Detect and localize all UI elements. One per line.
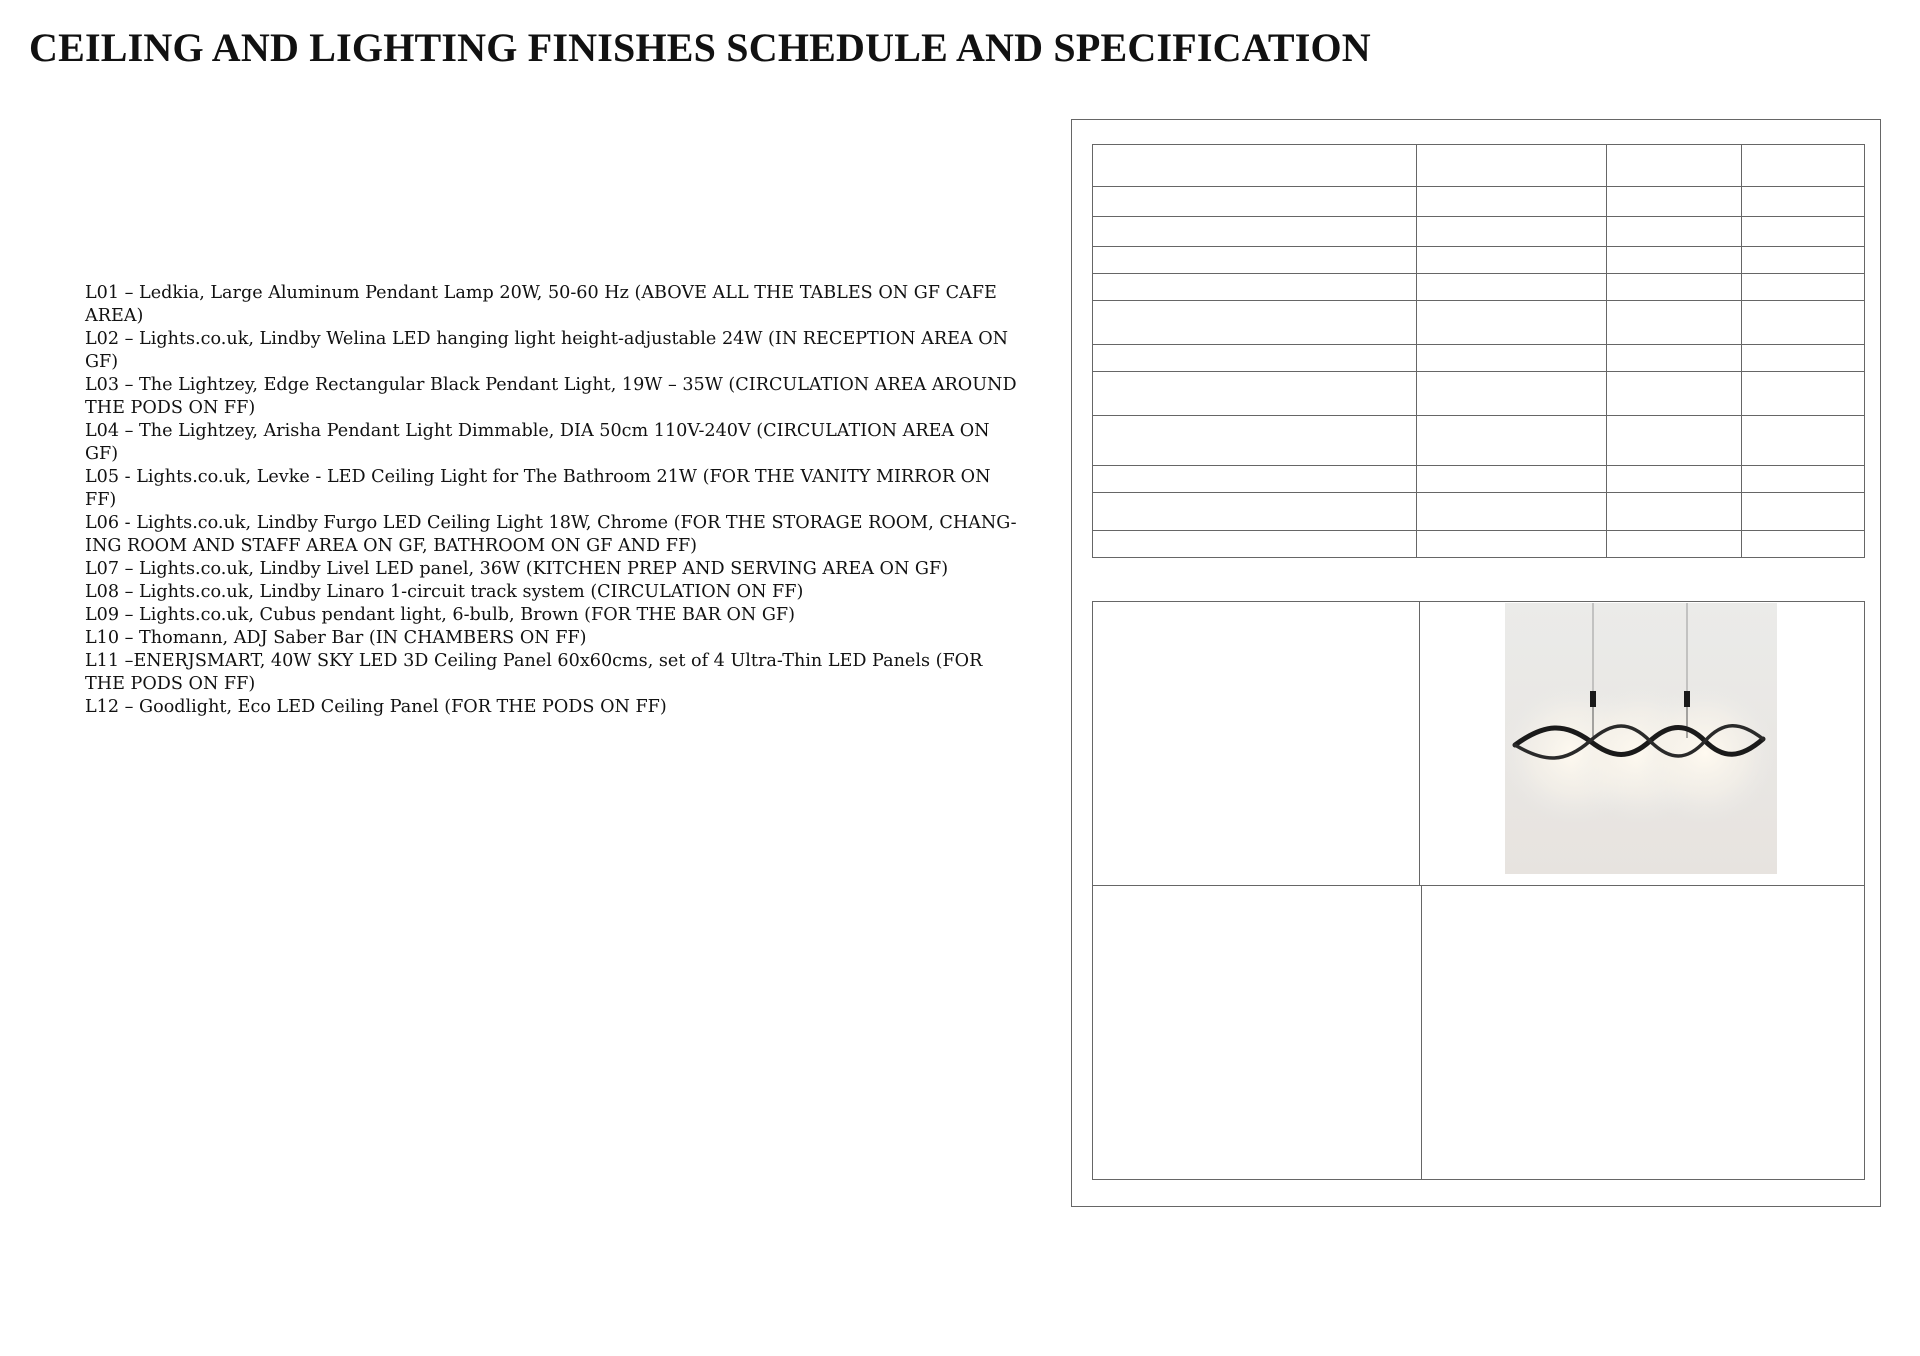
table-cell xyxy=(1607,416,1742,466)
table-cell xyxy=(1093,301,1417,345)
table-cell xyxy=(1093,345,1417,372)
table-cell xyxy=(1742,301,1865,345)
table-cell xyxy=(1417,466,1607,493)
table-cell xyxy=(1417,301,1607,345)
table-row xyxy=(1093,187,1865,217)
table-cell xyxy=(1742,274,1865,301)
table-row xyxy=(1093,372,1865,416)
table-row xyxy=(1093,345,1865,372)
table-cell xyxy=(1093,187,1417,217)
table-row xyxy=(1093,531,1865,558)
table-cell xyxy=(1093,531,1417,558)
table-cell xyxy=(1093,466,1417,493)
table-row xyxy=(1093,247,1865,274)
fixture-item: L04 – The Lightzey, Arisha Pendant Light Dimmable, DIA 50cm 110V-240V (CIRCULATION AREA ON GF) xyxy=(85,421,990,464)
table-row xyxy=(1093,466,1865,493)
table-cell xyxy=(1093,274,1417,301)
fixture-list xyxy=(85,282,1025,719)
table-cell xyxy=(1417,416,1607,466)
table-cell xyxy=(1742,416,1865,466)
table-cell xyxy=(1607,301,1742,345)
fixture-item: L03 – The Lightzey, Edge Rectangular Black Pendant Light, 19W – 35W (CIRCULATION AREA AROUND THE PODS ON FF) xyxy=(85,375,1017,418)
table-cell xyxy=(1417,217,1607,247)
table-cell xyxy=(1093,247,1417,274)
table-cell xyxy=(1417,274,1607,301)
spec-divider-top xyxy=(1419,602,1420,885)
table-cell xyxy=(1742,217,1865,247)
table-cell xyxy=(1742,493,1865,531)
table-cell xyxy=(1417,145,1607,187)
table-cell xyxy=(1093,217,1417,247)
table-cell xyxy=(1417,493,1607,531)
table-cell xyxy=(1607,466,1742,493)
fixture-item: L11 –ENERJSMART, 40W SKY LED 3D Ceiling Panel 60x60cms, set of 4 Ultra-Thin LED Panels (FOR THE PODS ON FF) xyxy=(85,651,983,694)
fixture-item: L08 – Lights.co.uk, Lindby Linaro 1-circuit track system (CIRCULATION ON FF) xyxy=(85,582,804,602)
table-cell xyxy=(1742,345,1865,372)
table-cell xyxy=(1607,247,1742,274)
table-row xyxy=(1093,493,1865,531)
spec-divider-horizontal xyxy=(1093,885,1864,886)
pendant-light-photo xyxy=(1505,603,1777,874)
table-cell xyxy=(1093,372,1417,416)
table-cell xyxy=(1093,416,1417,466)
fixture-item: L09 – Lights.co.uk, Cubus pendant light, 6-bulb, Brown (FOR THE BAR ON GF) xyxy=(85,605,795,625)
table-cell xyxy=(1607,345,1742,372)
fixture-item: L12 – Goodlight, Eco LED Ceiling Panel (FOR THE PODS ON FF) xyxy=(85,697,667,717)
table-cell xyxy=(1742,531,1865,558)
fixture-item: L05 - Lights.co.uk, Levke - LED Ceiling Light for The Bathroom 21W (FOR THE VANITY MIRROR ON FF) xyxy=(85,467,991,510)
fixture-item: L01 – Ledkia, Large Aluminum Pendant Lamp 20W, 50-60 Hz (ABOVE ALL THE TABLES ON GF CAFE AREA) xyxy=(85,283,997,326)
table-cell xyxy=(1742,247,1865,274)
table-cell xyxy=(1417,345,1607,372)
page-title: CEILING AND LIGHTING FINISHES SCHEDULE AND SPECIFICATION xyxy=(29,25,1371,70)
table-cell xyxy=(1607,372,1742,416)
spec-divider-bottom xyxy=(1421,885,1422,1179)
table-cell xyxy=(1742,187,1865,217)
table-cell xyxy=(1093,493,1417,531)
table-row xyxy=(1093,301,1865,345)
table-cell xyxy=(1607,187,1742,217)
table-cell xyxy=(1607,493,1742,531)
table-cell xyxy=(1417,372,1607,416)
fixture-item: L07 – Lights.co.uk, Lindby Livel LED panel, 36W (KITCHEN PREP AND SERVING AREA ON GF) xyxy=(85,559,949,579)
table-cell xyxy=(1417,187,1607,217)
table-cell xyxy=(1742,372,1865,416)
table-cell xyxy=(1742,466,1865,493)
table-cell xyxy=(1607,217,1742,247)
table-row xyxy=(1093,145,1865,187)
table-cell xyxy=(1742,145,1865,187)
table-cell xyxy=(1607,274,1742,301)
table-cell xyxy=(1607,531,1742,558)
fixture-item: L02 – Lights.co.uk, Lindby Welina LED hanging light height-adjustable 24W (IN RECEPTION AREA ON GF) xyxy=(85,329,1009,372)
schedule-table xyxy=(1092,144,1865,558)
table-row xyxy=(1093,274,1865,301)
fixture-item: L10 – Thomann, ADJ Saber Bar (IN CHAMBERS ON FF) xyxy=(85,628,587,648)
table-cell xyxy=(1093,145,1417,187)
table-row xyxy=(1093,416,1865,466)
table-cell xyxy=(1417,247,1607,274)
table-cell xyxy=(1607,145,1742,187)
table-row xyxy=(1093,217,1865,247)
fixture-item: L06 - Lights.co.uk, Lindby Furgo LED Ceiling Light 18W, Chrome (FOR THE STORAGE ROOM, CHANG-ING ROOM AND STAFF AREA ON GF, BATHROOM ON GF AND FF) xyxy=(85,513,1017,556)
table-cell xyxy=(1417,531,1607,558)
